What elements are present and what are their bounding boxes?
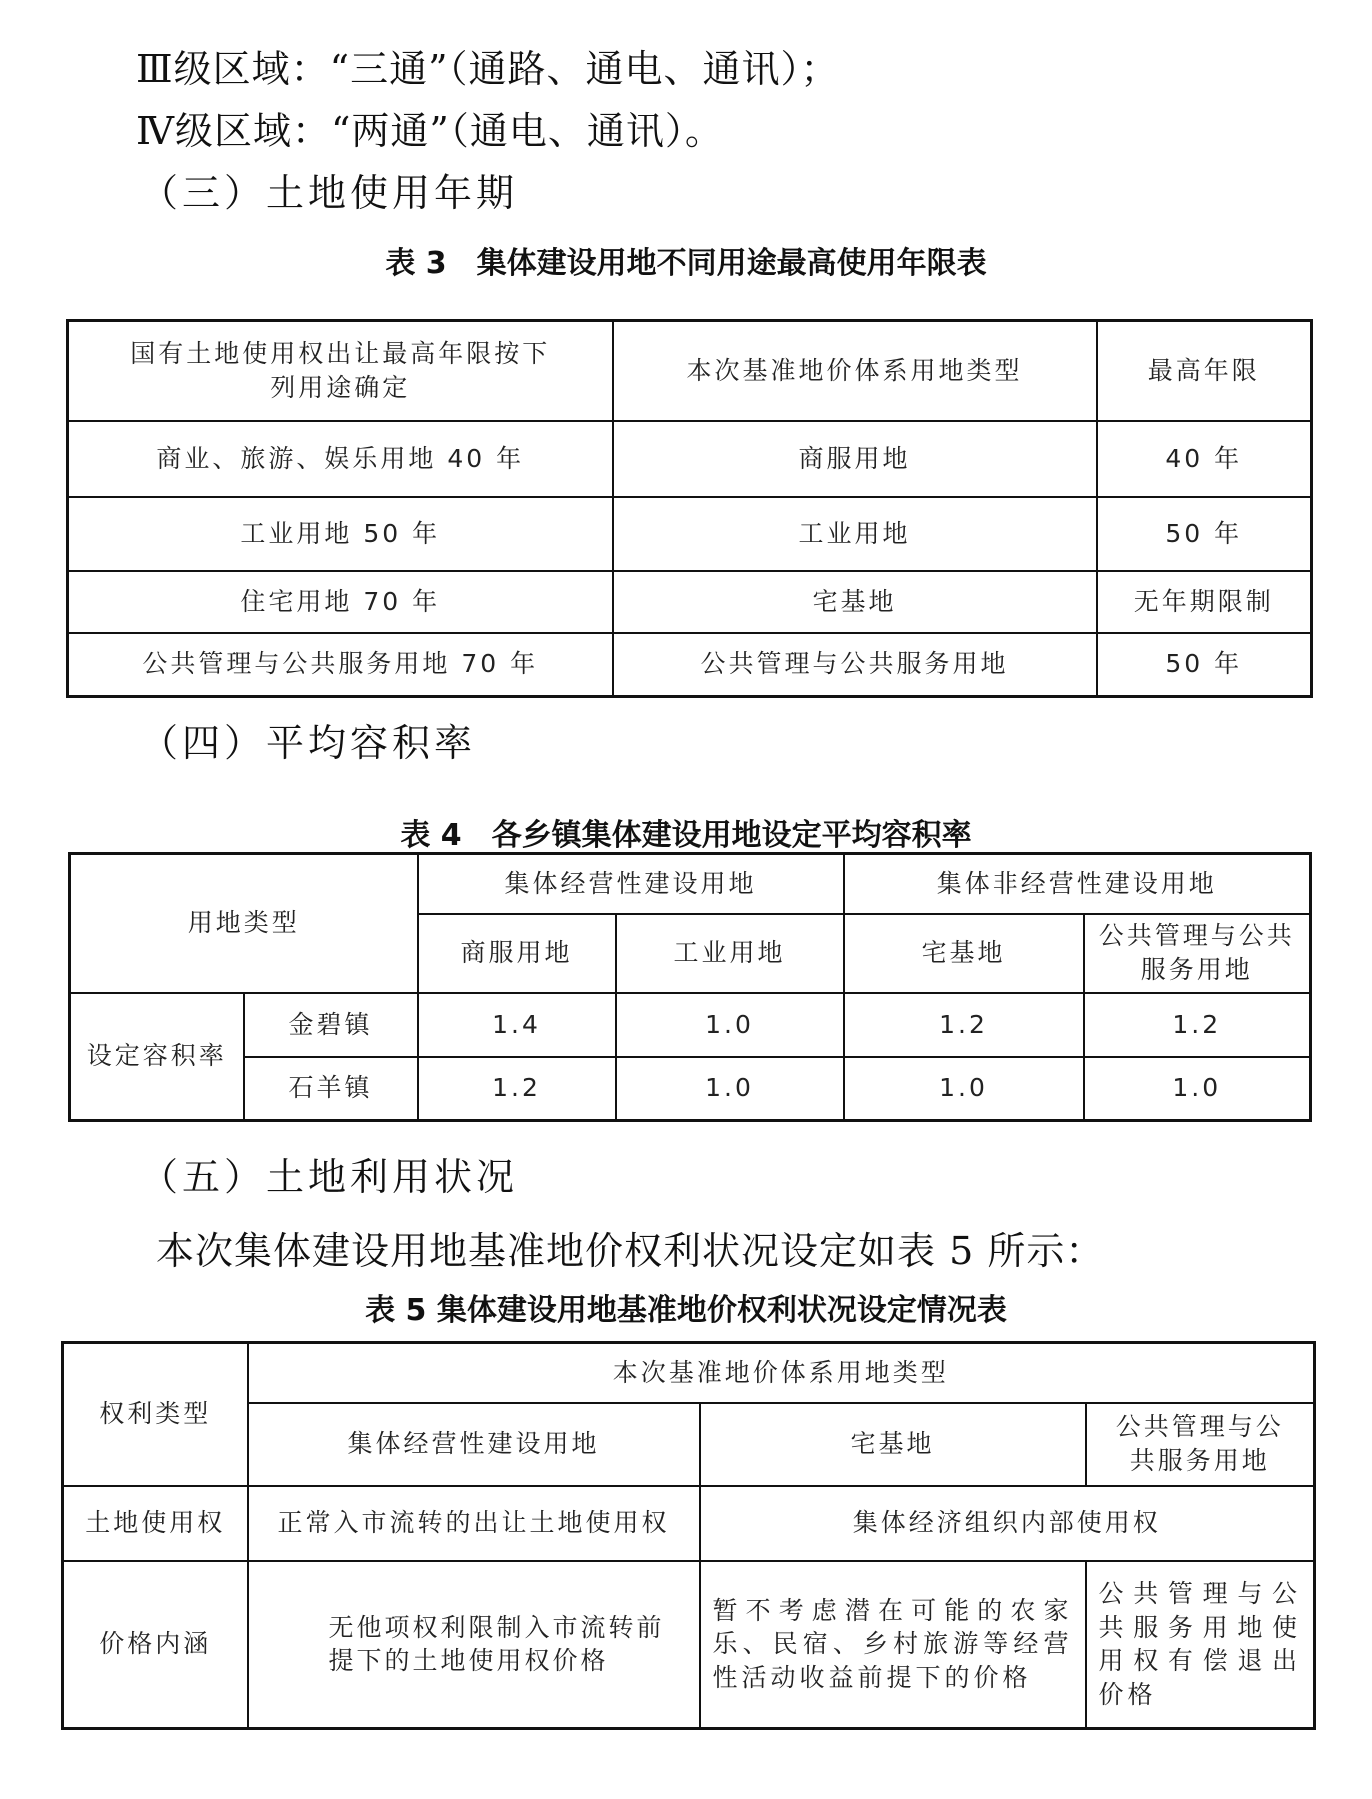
table5-caption: 表 5 集体建设用地基准地价权利状况设定情况表	[365, 1293, 1007, 1328]
table-cell: 住宅用地 70 年	[68, 571, 613, 633]
table4-group-header: 集体经营性建设用地	[418, 854, 844, 914]
table5-subheader: 公共管理与公共服务用地	[1086, 1403, 1315, 1486]
table-cell: 宅基地	[613, 571, 1097, 633]
table4-town: 金碧镇	[244, 993, 418, 1057]
table-cell: 集体经济组织内部使用权	[700, 1486, 1315, 1561]
table3-header: 最高年限	[1097, 321, 1312, 421]
table4-side-label: 设定容积率	[70, 993, 244, 1121]
table-cell: 1.2	[844, 993, 1084, 1057]
table-cell: 1.4	[418, 993, 616, 1057]
table3-header: 国有土地使用权出让最高年限按下列用途确定	[68, 321, 613, 421]
table4-town: 石羊镇	[244, 1057, 418, 1121]
table5-row-label: 价格内涵	[63, 1561, 248, 1729]
table-row	[68, 497, 1312, 571]
table-cell: 50 年	[1097, 633, 1312, 697]
paragraph-level4: Ⅳ级区域：“两通”（通电、通讯）。	[136, 109, 724, 153]
table-cell: 50 年	[1097, 497, 1312, 571]
table-row	[70, 993, 1311, 1057]
table-row	[63, 1561, 1315, 1729]
table3-header: 本次基准地价体系用地类型	[613, 321, 1097, 421]
table3	[66, 319, 1313, 698]
table-cell: 无年期限制	[1097, 571, 1312, 633]
table5-subheader: 宅基地	[700, 1403, 1086, 1486]
paragraph-intro5: 本次集体建设用地基准地价权利状况设定如表 5 所示：	[156, 1229, 1105, 1273]
paragraph-level3: Ⅲ级区域：“三通”（通路、通电、通讯）；	[136, 47, 840, 91]
section-heading-5: （五）土地利用状况	[140, 1155, 519, 1199]
table-cell: 1.0	[616, 993, 844, 1057]
table4-subheader: 公共管理与公共服务用地	[1084, 914, 1311, 993]
table-cell: 1.0	[844, 1057, 1084, 1121]
table4-subheader: 工业用地	[616, 914, 844, 993]
table5-row-label: 土地使用权	[63, 1486, 248, 1561]
table5-row-header: 权利类型	[63, 1343, 248, 1486]
table-cell: 1.0	[616, 1057, 844, 1121]
table4-caption: 表 4 各乡镇集体建设用地设定平均容积率	[400, 818, 972, 853]
table-row	[68, 571, 1312, 633]
table-row	[70, 1057, 1311, 1121]
table-cell: 暂不考虑潜在可能的农家乐、民宿、乡村旅游等经营性活动收益前提下的价格	[700, 1561, 1086, 1729]
table5-subheader: 集体经营性建设用地	[248, 1403, 700, 1486]
section-heading-4: （四）平均容积率	[140, 721, 477, 765]
table4-subheader: 宅基地	[844, 914, 1084, 993]
table4-subheader: 商服用地	[418, 914, 616, 993]
table-cell: 1.0	[1084, 1057, 1311, 1121]
table-cell: 工业用地 50 年	[68, 497, 613, 571]
table4	[68, 852, 1312, 1122]
table4-group-header: 集体非经营性建设用地	[844, 854, 1311, 914]
table-row	[63, 1486, 1315, 1561]
table3-caption: 表 3 集体建设用地不同用途最高使用年限表	[385, 246, 987, 281]
table-cell: 无他项权利限制入市流转前提下的土地使用权价格	[248, 1561, 700, 1729]
table4-row-header: 用地类型	[70, 854, 418, 993]
table-cell: 公共管理与公共服务用地	[613, 633, 1097, 697]
table-cell: 商服用地	[613, 421, 1097, 497]
table5	[61, 1341, 1316, 1730]
table-cell: 公共管理与公共服务用地使用权有偿退出价格	[1086, 1561, 1315, 1729]
table5-group-header: 本次基准地价体系用地类型	[248, 1343, 1315, 1403]
table-cell: 商业、旅游、娱乐用地 40 年	[68, 421, 613, 497]
table-row	[68, 421, 1312, 497]
table-cell: 公共管理与公共服务用地 70 年	[68, 633, 613, 697]
table-cell: 1.2	[1084, 993, 1311, 1057]
section-heading-3: （三）土地使用年期	[140, 171, 519, 215]
table-cell: 工业用地	[613, 497, 1097, 571]
table-row	[68, 633, 1312, 697]
table-cell: 1.2	[418, 1057, 616, 1121]
table-cell: 正常入市流转的出让土地使用权	[248, 1486, 700, 1561]
table3-header-row	[68, 321, 1312, 421]
table-cell: 40 年	[1097, 421, 1312, 497]
